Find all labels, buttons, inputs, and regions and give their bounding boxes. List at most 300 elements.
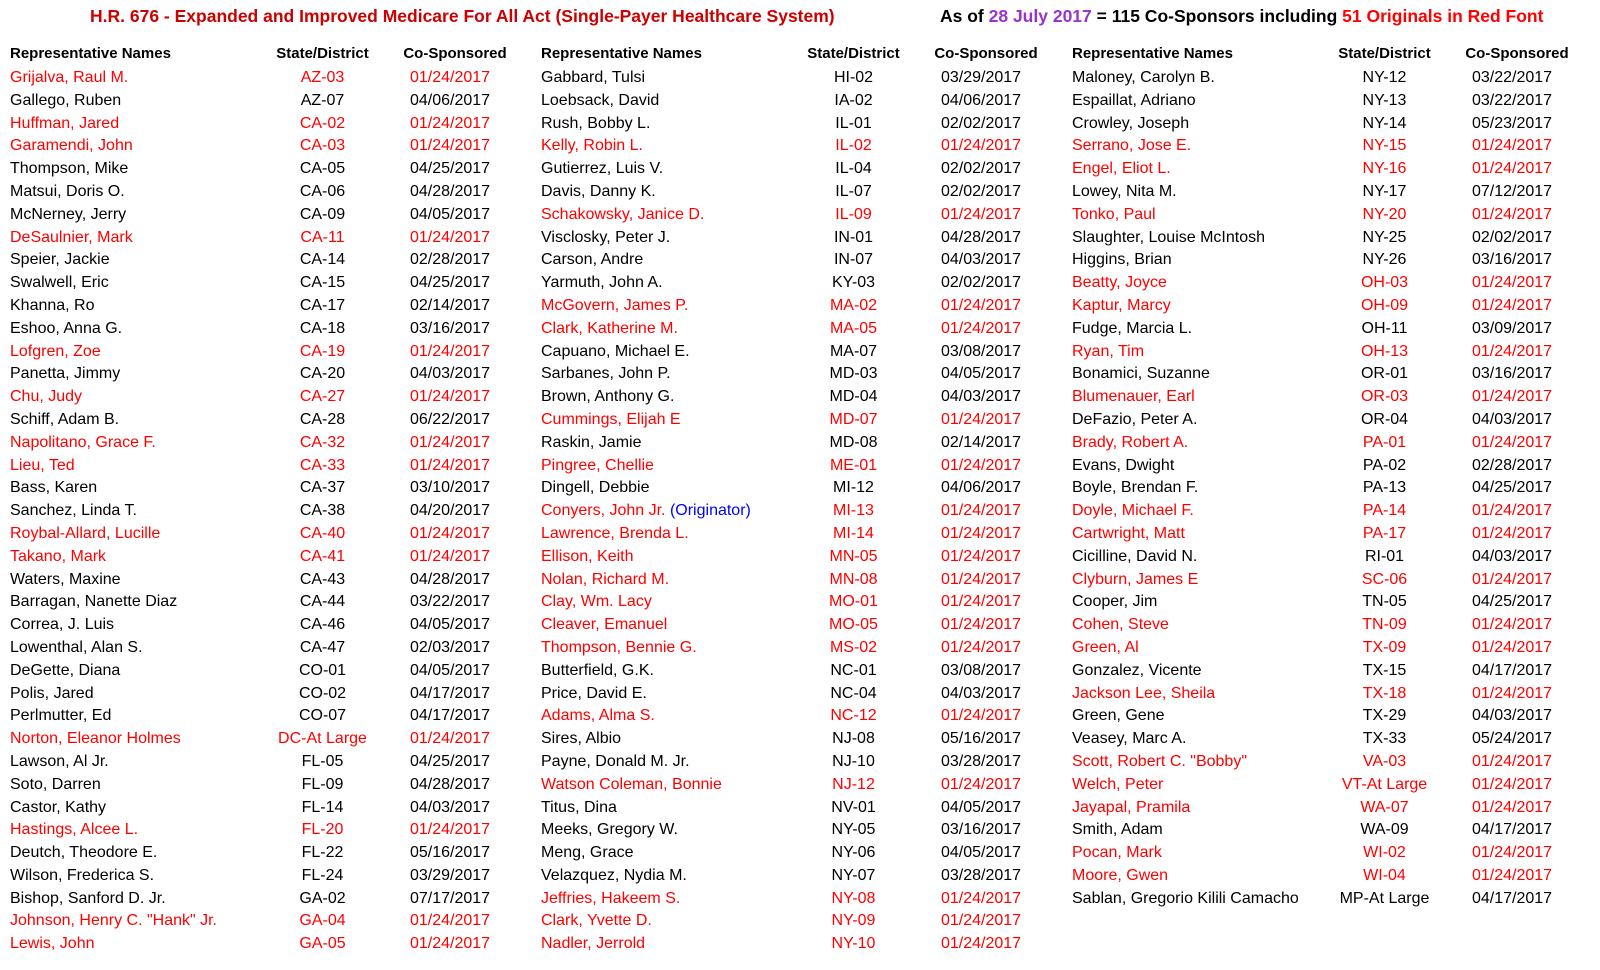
cosponsored-date: 01/24/2017 [409,912,491,930]
cosponsored-date: 01/24/2017 [940,410,1022,428]
representative-name [541,797,617,820]
header-state: State/District [807,45,900,62]
representative-name-text: Sablan, Gregorio Kilili Camacho [1072,889,1299,907]
table-row [0,774,545,797]
table-row [0,865,545,888]
state-district: OR-03 [1360,388,1409,406]
state-district: IL-04 [835,160,872,178]
state-district: OH-09 [1360,296,1409,314]
table-row [1062,705,1600,728]
state-district: CA-06 [299,182,346,200]
representative-name [10,477,97,500]
table-row [531,546,1076,569]
representative-name-text: Brady, Robert A. [1072,433,1189,451]
representative-name-text: Espaillat, Adriano [1072,91,1196,109]
state-district: PA-13 [1362,479,1407,497]
representative-name-text: Cooper, Jim [1072,593,1158,611]
representative-name [541,158,663,181]
representative-name-text: Clyburn, James E [1072,570,1199,588]
state-district: NJ-12 [832,775,875,793]
representative-name-text: Bishop, Sanford D. Jr. [10,889,166,907]
table-row [1062,204,1600,227]
cosponsored-date: 02/28/2017 [409,251,491,269]
representative-name [1072,728,1186,751]
state-district: CA-11 [300,228,345,246]
cosponsored-date: 02/02/2017 [940,274,1022,292]
representative-name [10,819,138,842]
state-district: MS-02 [829,638,878,656]
cosponsored-date: 01/24/2017 [940,889,1022,907]
state-district: NJ-08 [832,730,875,748]
cosponsored-date: 01/24/2017 [1471,137,1553,155]
cosponsored-date: 01/24/2017 [940,296,1022,314]
cosponsored-date: 01/24/2017 [1471,433,1553,451]
representative-name [1072,591,1157,614]
representative-name [541,637,697,660]
cosponsored-date: 01/24/2017 [1471,342,1553,360]
representative-name [10,432,156,455]
table-row [531,819,1076,842]
column-header [531,45,1076,67]
table-row [0,728,545,751]
table-row [0,888,545,911]
cosponsored-date: 01/24/2017 [1471,570,1553,588]
cosponsored-date: 04/25/2017 [1471,479,1553,497]
state-district: FL-09 [301,775,344,793]
state-district: TX-15 [1362,661,1407,679]
representative-name [541,933,645,956]
representative-name [1072,751,1247,774]
representative-name [10,90,121,113]
representative-name-text: Nolan, Richard M. [541,570,670,588]
cosponsored-date: 02/02/2017 [1471,228,1553,246]
cosponsored-date: 01/24/2017 [409,433,491,451]
representative-name [10,455,75,478]
cosponsored-date: 02/14/2017 [940,433,1022,451]
representative-name [1072,569,1198,592]
table-row [531,774,1076,797]
cosponsored-date: 03/28/2017 [940,752,1022,770]
representative-name-text: Raskin, Jamie [541,433,642,451]
representative-name [541,318,678,341]
table-row [1062,409,1600,432]
table-row [1062,819,1600,842]
representative-name-text: Visclosky, Peter J. [541,228,671,246]
header-date: Co-Sponsored [403,45,507,62]
table-row [0,842,545,865]
table-row [0,751,545,774]
representative-name [541,819,678,842]
state-district: NV-01 [831,798,876,816]
originals-note: 51 Originals in Red Font [1342,6,1544,26]
state-district: FL-05 [301,752,344,770]
cosponsored-date: 01/24/2017 [1471,205,1553,223]
cosponsored-date: 01/24/2017 [1471,798,1553,816]
representative-name [541,295,688,318]
table-row [1062,67,1600,90]
representative-name-text: Green, Gene [1072,707,1165,725]
table-row [531,842,1076,865]
state-district: NY-09 [831,912,876,930]
state-district: AZ-07 [300,91,345,109]
representative-name [541,569,669,592]
state-district: IL-09 [835,205,872,223]
representative-name [1072,888,1299,911]
table-row [0,432,545,455]
table-row [0,500,545,523]
representative-name-text: Gallego, Ruben [10,91,122,109]
state-district: GA-04 [299,912,346,930]
cosponsored-date: 01/24/2017 [940,456,1022,474]
representative-name [10,500,137,523]
representative-name-text: Polis, Jared [10,684,94,702]
representative-name [541,523,689,546]
representative-name-text: Castor, Kathy [10,798,107,816]
table-row [1062,249,1600,272]
representative-name [541,386,674,409]
representative-name [541,591,652,614]
cosponsored-date: 04/25/2017 [409,160,491,178]
cosponsored-date: 01/24/2017 [940,707,1022,725]
state-district: OH-11 [1361,319,1408,337]
representative-name [541,842,633,865]
representative-name-text: Clark, Yvette D. [541,912,652,930]
representative-name [1072,774,1163,797]
cosponsored-date: 04/28/2017 [409,570,491,588]
cosponsored-date: 04/06/2017 [940,91,1022,109]
representative-name-text: Hastings, Alcee L. [10,821,139,839]
representative-name-text: Pocan, Mark [1072,844,1162,862]
state-district: GA-05 [299,935,346,953]
cosponsored-date: 01/24/2017 [409,935,491,953]
table-row [531,227,1076,250]
cosponsored-date: 04/05/2017 [409,616,491,634]
representative-name-text: Schiff, Adam B. [10,410,120,428]
table-row [1062,135,1600,158]
state-district: FL-24 [301,866,344,884]
representative-name-text: Sires, Albio [541,730,622,748]
representative-name-text: Higgins, Brian [1072,251,1172,269]
representative-name-text: Johnson, Henry C. "Hank" Jr. [10,912,217,930]
representative-name-text: Kelly, Robin L. [541,137,643,155]
representative-name-text: Butterfield, G.K. [541,661,654,679]
table-row [531,751,1076,774]
cosponsored-date: 01/24/2017 [940,638,1022,656]
representative-name-text: Cartwright, Matt [1072,524,1185,542]
representative-name [10,181,125,204]
representative-name-text: Gonzalez, Vicente [1072,661,1202,679]
representative-name [1072,477,1198,500]
state-district: CA-33 [299,456,346,474]
state-district: NY-13 [1362,91,1407,109]
table-row [1062,546,1600,569]
state-district: MD-08 [829,433,878,451]
table-row [1062,797,1600,820]
representative-name [10,660,120,683]
representative-name-text: Thompson, Mike [10,160,129,178]
table-row [1062,272,1600,295]
table-row [1062,113,1600,136]
representative-name-text: Gutierrez, Luis V. [541,160,664,178]
representative-name-text: Takano, Mark [10,547,107,565]
cosponsored-date: 01/24/2017 [409,114,491,132]
representative-name-text: Lewis, John [10,935,95,953]
state-district: CA-03 [299,137,346,155]
representative-name [10,113,119,136]
representative-name [1072,409,1197,432]
representative-name-text: Ryan, Tim [1072,342,1145,360]
representative-name-text: Huffman, Jared [10,114,120,132]
table-row [531,386,1076,409]
representative-name-text: Clay, Wm. Lacy [541,593,652,611]
representative-name-text: Conyers, John Jr. [541,502,666,520]
table-row [1062,523,1600,546]
representative-name-text: Velazquez, Nydia M. [541,866,687,884]
state-district: CA-32 [299,433,346,451]
representative-name-text: Ellison, Keith [541,547,634,565]
state-district: CA-46 [299,616,346,634]
cosponsored-date: 04/25/2017 [409,752,491,770]
representative-name-text: Nadler, Jerrold [541,935,646,953]
table-row [1062,295,1600,318]
representative-name [10,67,128,90]
table-row [1062,341,1600,364]
representative-name [1072,842,1162,865]
table-row [531,500,1076,523]
table-row [0,660,545,683]
cosponsored-date: 03/08/2017 [940,342,1022,360]
representative-name [10,728,181,751]
state-district: WI-02 [1363,844,1406,862]
representative-name-text: Meng, Grace [541,844,634,862]
representative-name-text: Lieu, Ted [10,456,75,474]
representative-name [10,523,160,546]
table-row [0,227,545,250]
representative-name-text: Bonamici, Suzanne [1072,365,1210,383]
representative-name [541,249,643,272]
cosponsored-date: 01/24/2017 [1471,524,1553,542]
state-district: CA-19 [299,342,346,360]
representative-name-text: Maloney, Carolyn B. [1072,69,1215,86]
representative-name [541,888,680,911]
state-district: NC-12 [830,707,877,725]
table-row [1062,751,1600,774]
table-row [531,614,1076,637]
table-row [1062,455,1600,478]
table-row [0,386,545,409]
table-row [0,569,545,592]
header-name: Representative Names [10,45,171,62]
state-district: IL-01 [835,114,872,132]
representative-name [1072,523,1185,546]
representative-name [541,910,652,933]
state-district: CO-01 [298,661,347,679]
cosponsored-date: 04/17/2017 [1471,821,1553,839]
state-district: ME-01 [829,456,878,474]
representative-name [1072,683,1215,706]
representative-name-text: Jackson Lee, Sheila [1072,684,1216,702]
representative-name-text: Sarbanes, John P. [541,365,671,383]
representative-name [10,705,111,728]
table-row [1062,432,1600,455]
cosponsored-date: 01/24/2017 [940,570,1022,588]
table-row [0,910,545,933]
state-district: TN-05 [1362,593,1407,611]
representative-name [1072,432,1188,455]
representative-name-text: Brown, Anthony G. [541,388,675,406]
cosponsored-date: 01/24/2017 [409,137,491,155]
cosponsored-date: 03/22/2017 [1471,69,1553,86]
cosponsored-date: 02/02/2017 [940,114,1022,132]
state-district: NY-17 [1362,182,1407,200]
cosponsored-date: 02/02/2017 [940,160,1022,178]
table-row [531,67,1076,90]
state-district: CA-05 [299,160,346,178]
table-row [531,90,1076,113]
representative-name-text: Capuano, Michael E. [541,342,690,360]
table-row [531,363,1076,386]
representative-name [1072,181,1177,204]
representative-name-text: Cohen, Steve [1072,616,1169,634]
header-date: Co-Sponsored [1465,45,1569,62]
representative-name-text: Lowey, Nita M. [1072,182,1177,200]
representative-name [1072,113,1189,136]
representative-name-text: Schakowsky, Janice D. [541,205,705,223]
representative-name [1072,135,1191,158]
page-title: H.R. 676 - Expanded and Improved Medicare For All Act (Single-Payer Healthcare System) [90,6,835,26]
representative-name [10,204,126,227]
table-row [531,135,1076,158]
representative-name [10,135,133,158]
representative-name-text: Khanna, Ro [10,296,95,314]
cosponsored-date: 02/02/2017 [940,182,1022,200]
representative-name [10,637,143,660]
state-district: CO-07 [298,707,347,725]
representative-name [541,90,659,113]
table-row [1062,842,1600,865]
representative-name-text: Tonko, Paul [1072,205,1156,223]
table-row [531,591,1076,614]
cosponsored-date: 01/24/2017 [409,730,491,748]
state-district: CA-43 [299,570,346,588]
cosponsored-date: 01/24/2017 [409,524,491,542]
representative-name-text: Norton, Eleanor Holmes [10,730,181,748]
cosponsored-date: 04/28/2017 [409,182,491,200]
cosponsored-date: 03/16/2017 [1471,365,1553,383]
table-row [531,910,1076,933]
representative-name-text: Yarmuth, John A. [541,274,663,292]
table-row [1062,158,1600,181]
table-row [0,363,545,386]
state-district: CA-47 [299,638,346,656]
state-district: MA-05 [829,319,878,337]
representative-name-text: Meeks, Gregory W. [541,821,678,839]
cosponsored-date: 04/20/2017 [409,502,491,520]
table-row [531,705,1076,728]
table-row [1062,318,1600,341]
state-district: PA-02 [1362,456,1407,474]
cosponsored-date: 01/24/2017 [1471,866,1553,884]
cosponsored-date: 01/24/2017 [940,616,1022,634]
representative-name [10,249,110,272]
cosponsored-date: 04/03/2017 [940,251,1022,269]
representative-name-text: Deutch, Theodore E. [10,844,158,862]
table-row [0,295,545,318]
table-row [1062,637,1600,660]
cosponsored-date: 01/24/2017 [1471,684,1553,702]
state-district: CA-27 [299,388,346,406]
table-row [0,204,545,227]
table-row [1062,569,1600,592]
state-district: MA-07 [829,342,878,360]
cosponsored-date: 04/25/2017 [1471,593,1553,611]
representative-name-text: Clark, Katherine M. [541,319,678,337]
state-district: NY-12 [1362,69,1407,86]
cosponsored-date: 04/03/2017 [1471,410,1553,428]
representative-name-text: Napolitano, Grace F. [10,433,156,451]
state-district: NY-25 [1362,228,1407,246]
representative-name [10,158,128,181]
state-district: NY-20 [1362,205,1407,223]
table-row [0,318,545,341]
state-district: NJ-10 [832,752,875,770]
state-district: CA-44 [299,593,346,611]
representative-name [541,272,663,295]
representative-name [1072,67,1215,90]
table-row [531,683,1076,706]
column-header [1062,45,1600,67]
cosponsored-date: 04/06/2017 [409,91,491,109]
cosponsored-date: 03/10/2017 [409,479,491,497]
cosponsored-date: 04/17/2017 [409,684,491,702]
representative-name-text: Beatty, Joyce [1072,274,1167,292]
state-district: MP-At Large [1339,889,1430,907]
table-row [1062,614,1600,637]
originator-note: (Originator) [669,502,751,520]
representative-name [541,477,650,500]
cosponsored-date: 01/24/2017 [1471,638,1553,656]
table-row [0,249,545,272]
cosponsored-date: 02/28/2017 [1471,456,1553,474]
cosponsored-date: 04/05/2017 [409,205,491,223]
table-row [1062,90,1600,113]
cosponsored-date: 04/03/2017 [1471,547,1553,565]
state-district: NY-08 [831,889,876,907]
representative-name [541,113,650,136]
representative-name [1072,455,1174,478]
representative-name-text: Blumenauer, Earl [1072,388,1195,406]
cosponsored-date: 01/24/2017 [409,456,491,474]
representative-name-text: Evans, Dwight [1072,456,1175,474]
cosponsored-date: 01/24/2017 [1471,388,1553,406]
representative-name-text: Swalwell, Eric [10,274,109,292]
state-district: CA-38 [299,502,346,520]
representative-name [1072,865,1168,888]
representative-name-text: Price, David E. [541,684,647,702]
column-header [0,45,545,67]
representative-name [541,774,722,797]
header-name: Representative Names [1072,45,1233,62]
cosponsored-date: 03/28/2017 [940,866,1022,884]
cosponsored-date: 04/25/2017 [409,274,491,292]
representative-name [541,751,690,774]
state-district: CA-20 [299,365,346,383]
cosponsor-rows [0,67,545,956]
table-row [0,637,545,660]
table-row [0,614,545,637]
table-row [531,728,1076,751]
table-row [531,318,1076,341]
